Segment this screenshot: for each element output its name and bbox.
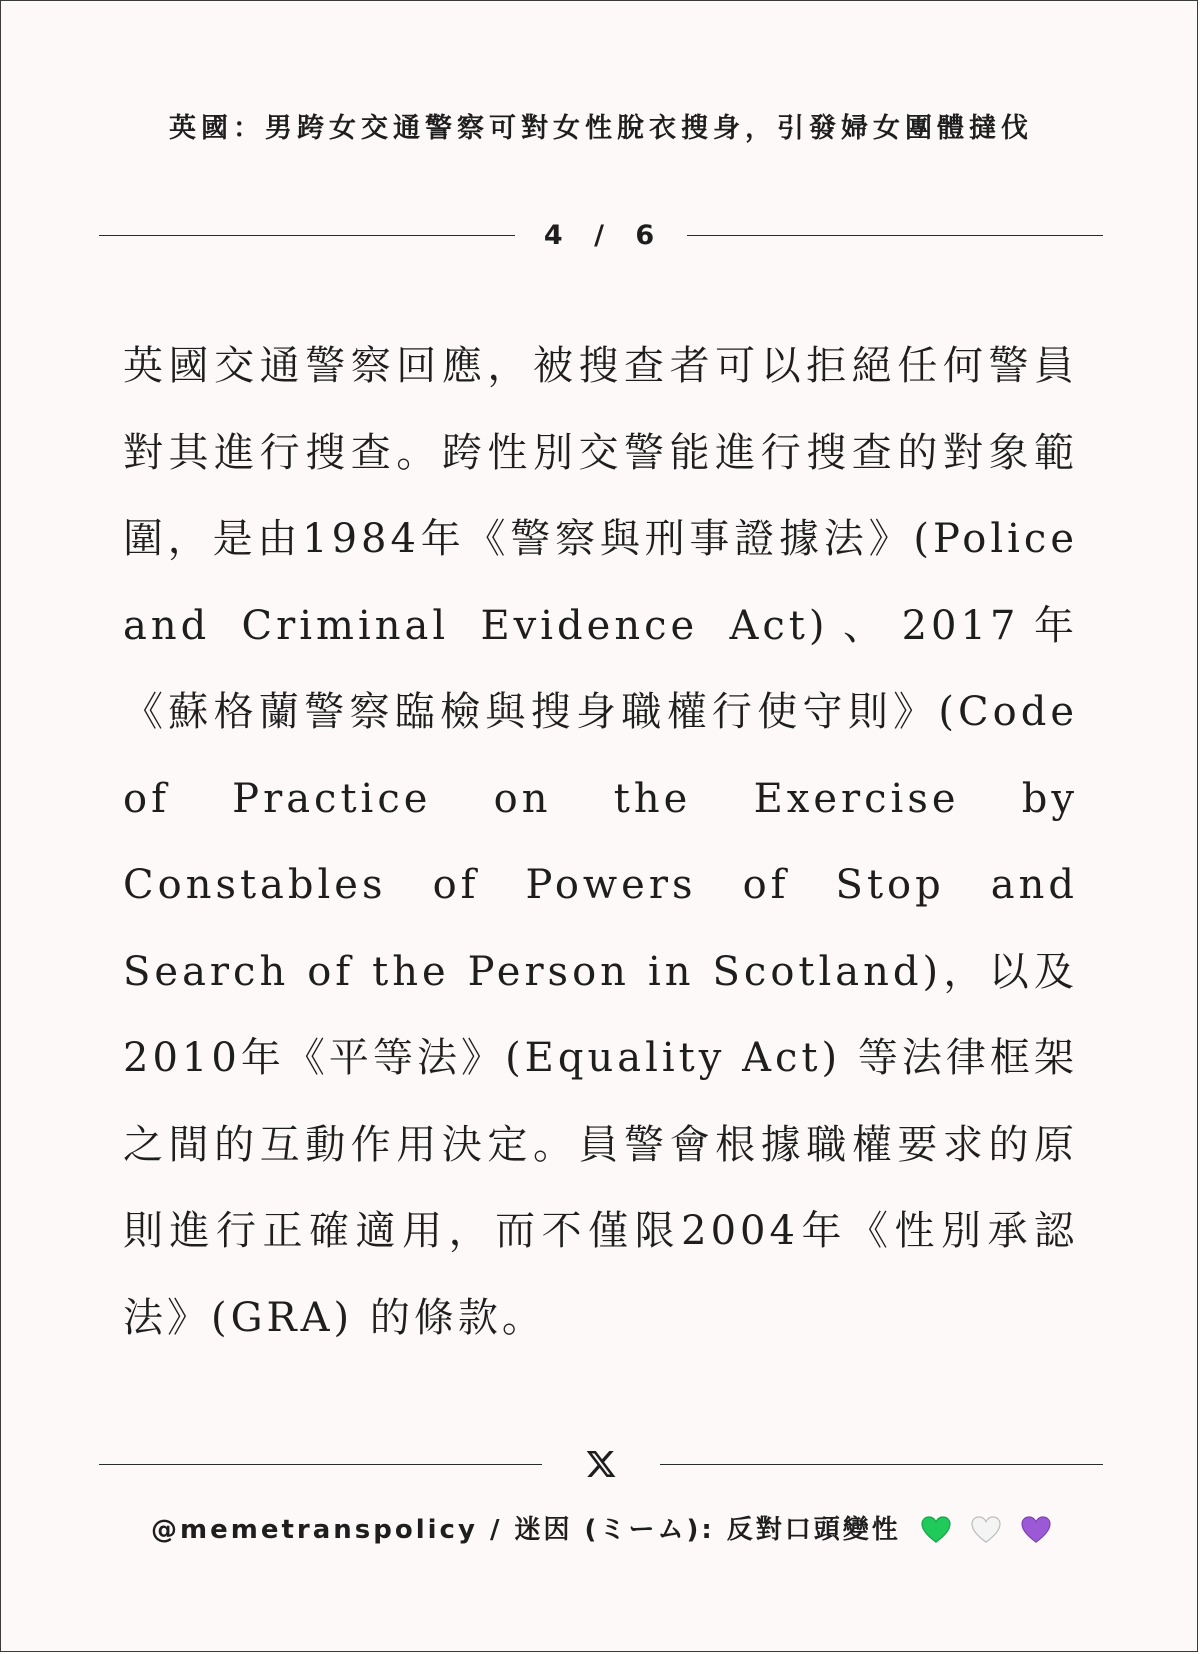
divider-line-right (660, 1464, 1103, 1465)
footer-divider (99, 1444, 1103, 1484)
post-title: 英國：男跨女交通警察可對女性脫衣搜身，引發婦女團體撻伐 (169, 113, 1033, 144)
purple-heart-icon (1021, 1516, 1051, 1551)
divider-line-right (687, 235, 1103, 236)
body-paragraph: 英國交通警察回應，被搜查者可以拒絕任何警員對其進行搜查。跨性別交警能進行搜查的對象範圍，是由1984年《警察與刑事證據法》(Police and Criminal Evidence Act)、2017年《蘇格蘭警察臨檢與搜身職權行使守則》(Code of Practice on the Exercise by Constables of Powers of Stop and Search of the Person in Scotland)，以及2010年《平等法》(Equality Act) 等法律框架之間的互動作用決定。員警會根據職權要求的原則進行正確適用，而不僅限2004年《性別承認法》(GRA) 的條款。 (123, 343, 1078, 1341)
page-separator: / (594, 219, 608, 251)
header-divider (99, 215, 1103, 255)
handle-text: @memetranspolicy / 迷因 (ミーム): 反對口頭變性 (151, 1515, 901, 1545)
divider-line-left (99, 235, 515, 236)
green-heart-icon (921, 1516, 951, 1551)
page-current: 4 (543, 219, 567, 251)
page-counter (515, 220, 687, 251)
white-heart-icon (971, 1516, 1001, 1551)
x-logo-icon (542, 1448, 660, 1480)
divider-line-left (99, 1464, 542, 1465)
footer-handle (61, 1509, 1141, 1551)
page-total: 6 (635, 219, 659, 251)
